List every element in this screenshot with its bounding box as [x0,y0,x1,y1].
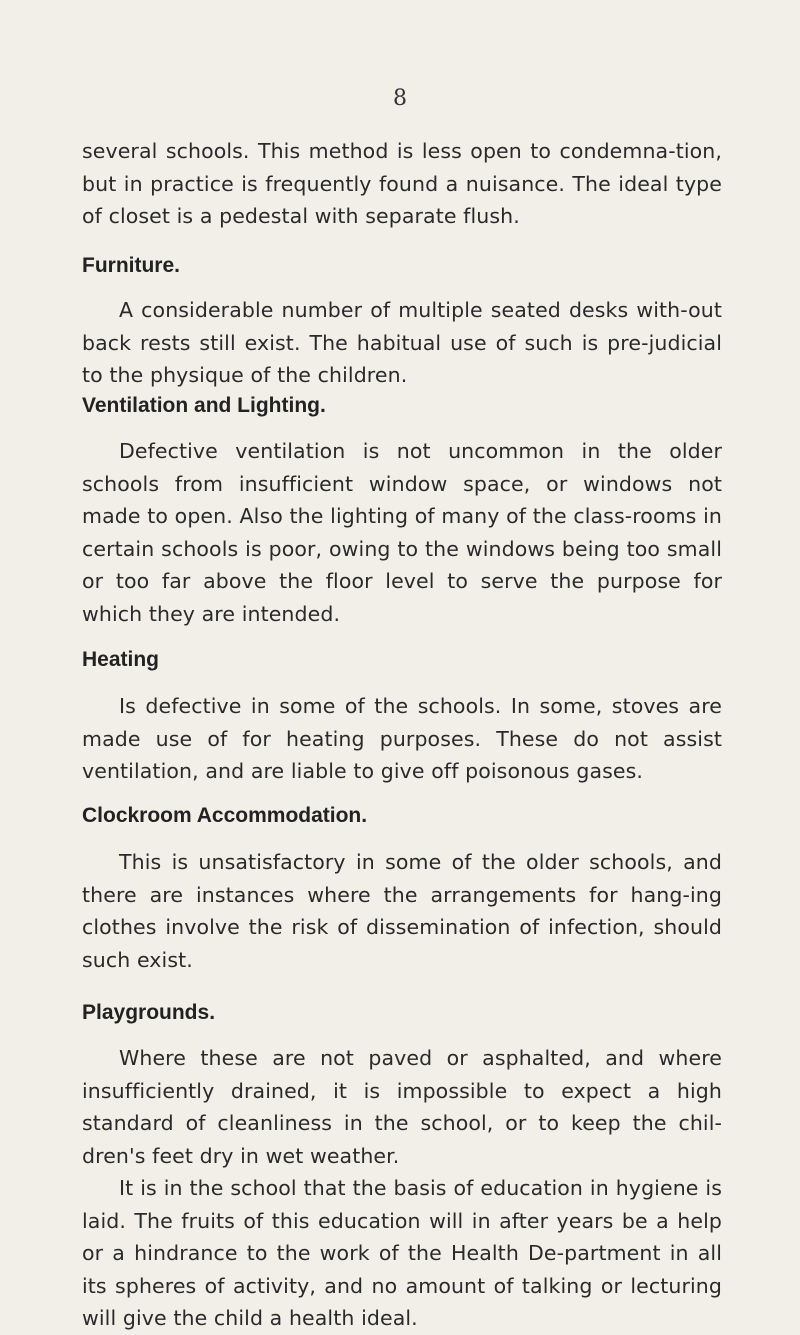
page-number: 8 [393,86,407,111]
section-paragraph: It is in the school that the basis of education in hygiene is laid. The fruits of this education will in after years be a help or a hindrance to the work of the Health De-partment in all its spheres of activity, and no amount of talking or lecturing will give the child a health ideal. [82,1176,722,1330]
section-paragraph: Is defective in some of the schools. In some, stoves are made use of for heating purposes. These do not assist ventilation, and are liable to give off poisonous gases. [82,694,722,783]
section-paragraph: This is unsatisfactory in some of the older schools, and there are instances where the arrangements for hang-ing clothes involve the risk of dissemination of infection, should such exist. [82,850,722,972]
section-playgrounds [82,1001,722,1335]
intro-block [82,135,722,233]
section-furniture [82,254,722,392]
section-heading: Clockroom Accommodation. [82,804,368,827]
section-heading: Furniture. [82,254,180,277]
section-heading: Ventilation and Lighting. [82,394,326,417]
intro-paragraph: several schools. This method is less open to condemna-tion, but in practice is frequently found a nuisance. The ideal type of closet is a pedestal with separate flush. [82,139,722,228]
section-ventilation-lighting [82,394,722,630]
section-heading: Playgrounds. [82,1001,216,1024]
section-paragraph: A considerable number of multiple seated desks with-out back rests still exist. The habitual use of such is pre-judicial to the physique of the children. [82,298,722,387]
section-heading: Heating [82,648,160,671]
section-heating [82,648,722,788]
section-cloakroom [82,804,722,976]
section-paragraph: Defective ventilation is not uncommon in the older schools from insufficient window space, or windows not made to open. Also the lighting of many of the class-rooms in certain schools is poor, owing to the windows being too small or too far above the floor level to serve the purpose for which they are intended. [82,439,722,626]
section-paragraph: Where these are not paved or asphalted, and where insufficiently drained, it is impossible to expect a high standard of cleanliness in the school, or to keep the chil-dren's feet dry in wet weather. [82,1046,722,1168]
